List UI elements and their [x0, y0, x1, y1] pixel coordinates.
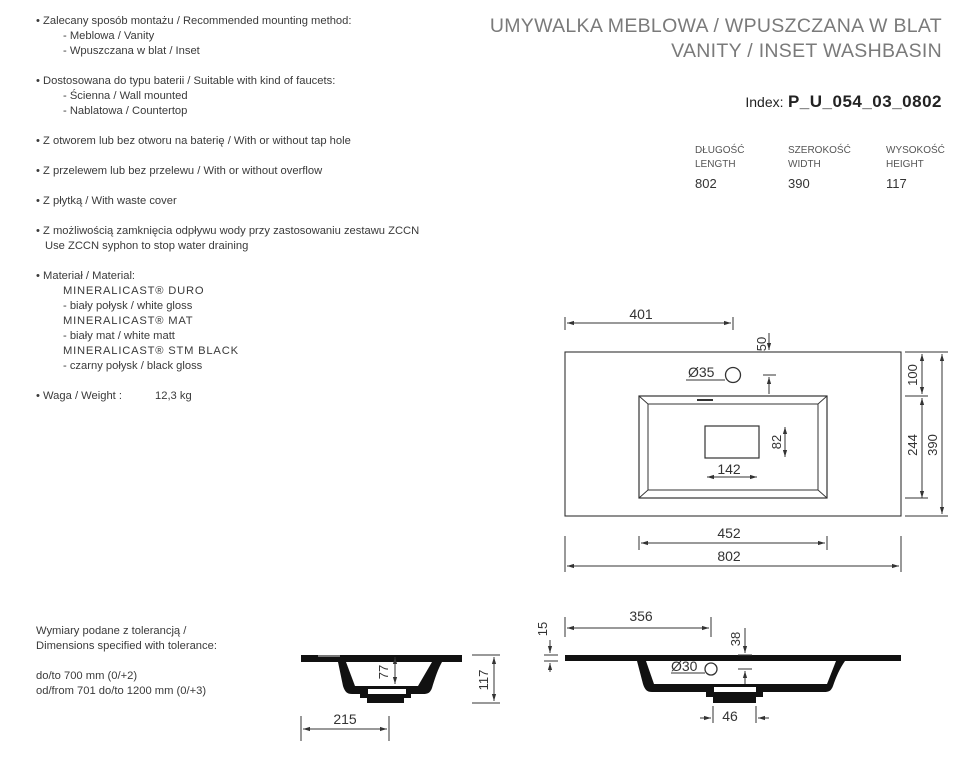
height-label-en: HEIGHT [886, 159, 924, 170]
spec-waste-cover-text: • Z płytką / With waste cover [36, 195, 177, 207]
dim-46: 46 [722, 708, 738, 724]
spec-mounting-inset: - Wpuszczana w blat / Inset [63, 45, 200, 57]
width-label-pl: SZEROKOŚĆ [788, 145, 851, 156]
dim-82: 82 [769, 434, 784, 450]
dim-117: 117 [476, 669, 491, 691]
dim-401: 401 [629, 306, 653, 322]
dim-802: 802 [717, 548, 741, 564]
height-label-pl: WYSOKOŚĆ [886, 145, 945, 156]
spec-weight-value: 12,3 kg [155, 390, 192, 402]
dim-244: 244 [905, 434, 920, 456]
dim-77: 77 [376, 664, 391, 680]
spec-faucets-wall: - Ścienna / Wall mounted [63, 90, 188, 102]
material-mat: MINERALICAST® MAT [63, 315, 194, 327]
tolerance-line1: Wymiary podane z tolerancją / [36, 625, 187, 637]
spec-closure-line1: • Z możliwością zamknięcia odpływu wody przy zastosowaniu zestawu ZCCN [36, 225, 420, 237]
spec-weight-label: • Waga / Weight : [36, 390, 122, 402]
spec-mounting-title: • Zalecany sposób montażu / Recommended mounting method: [36, 15, 352, 27]
front-view [535, 608, 901, 724]
dim-215: 215 [333, 711, 357, 727]
material-duro: MINERALICAST® DURO [63, 285, 205, 297]
bowl-outer [639, 396, 827, 498]
dim-356: 356 [629, 608, 653, 624]
top-view [565, 317, 948, 572]
spec-tap-hole-text: • Z otworem lub bez otworu na baterię / With or without tap hole [36, 135, 351, 147]
side-view [301, 655, 500, 741]
width-value: 390 [788, 176, 810, 191]
dim-35: Ø35 [688, 364, 715, 380]
index-value: P_U_054_03_0802 [787, 92, 942, 111]
overflow-hole [705, 663, 717, 675]
dim-38: 38 [728, 631, 743, 647]
length-label-en: LENGTH [695, 159, 736, 170]
tolerance-line3: do/to 700 mm (0/+2) [36, 670, 138, 682]
material-duro-desc: - biały połysk / white gloss [63, 300, 193, 312]
dim-50: 50 [754, 336, 769, 352]
length-label-pl: DŁUGOŚĆ [695, 145, 745, 156]
dim-15: 15 [535, 621, 550, 637]
material-mat-desc: - biały mat / white matt [63, 330, 175, 342]
dim-142: 142 [717, 461, 741, 477]
index-label: Index: [745, 94, 784, 110]
tolerance-line2: Dimensions specified with tolerance: [36, 640, 217, 652]
dim-30: Ø30 [671, 658, 698, 674]
length-value: 802 [695, 176, 717, 191]
tolerance-line4: od/from 701 do/to 1200 mm (0/+3) [36, 685, 207, 697]
spec-faucets-title: • Dostosowana do typu baterii / Suitable with kind of faucets: [36, 75, 336, 87]
spec-mounting-vanity: - Meblowa / Vanity [63, 30, 155, 42]
waste-cover [705, 426, 759, 458]
dim-452: 452 [717, 525, 741, 541]
dim-100: 100 [905, 364, 920, 386]
product-title-pl: UMYWALKA MEBLOWA / WPUSZCZANA W BLAT [489, 15, 942, 37]
material-stm-black: MINERALICAST® STM BLACK [63, 345, 239, 357]
tap-hole [726, 368, 741, 383]
basin-outline [565, 352, 901, 516]
dim-390: 390 [925, 434, 940, 456]
height-value: 117 [886, 176, 907, 191]
spec-closure-line2: Use ZCCN syphon to stop water draining [45, 240, 249, 252]
spec-material-title: • Materiał / Material: [36, 270, 136, 282]
spec-overflow-text: • Z przelewem lub bez przelewu / With or without overflow [36, 165, 323, 177]
width-label-en: WIDTH [788, 159, 821, 170]
product-title-en: VANITY / INSET WASHBASIN [671, 40, 942, 62]
spec-faucets-countertop: - Nablatowa / Countertop [63, 105, 188, 117]
material-stm-black-desc: - czarny połysk / black gloss [63, 360, 203, 372]
